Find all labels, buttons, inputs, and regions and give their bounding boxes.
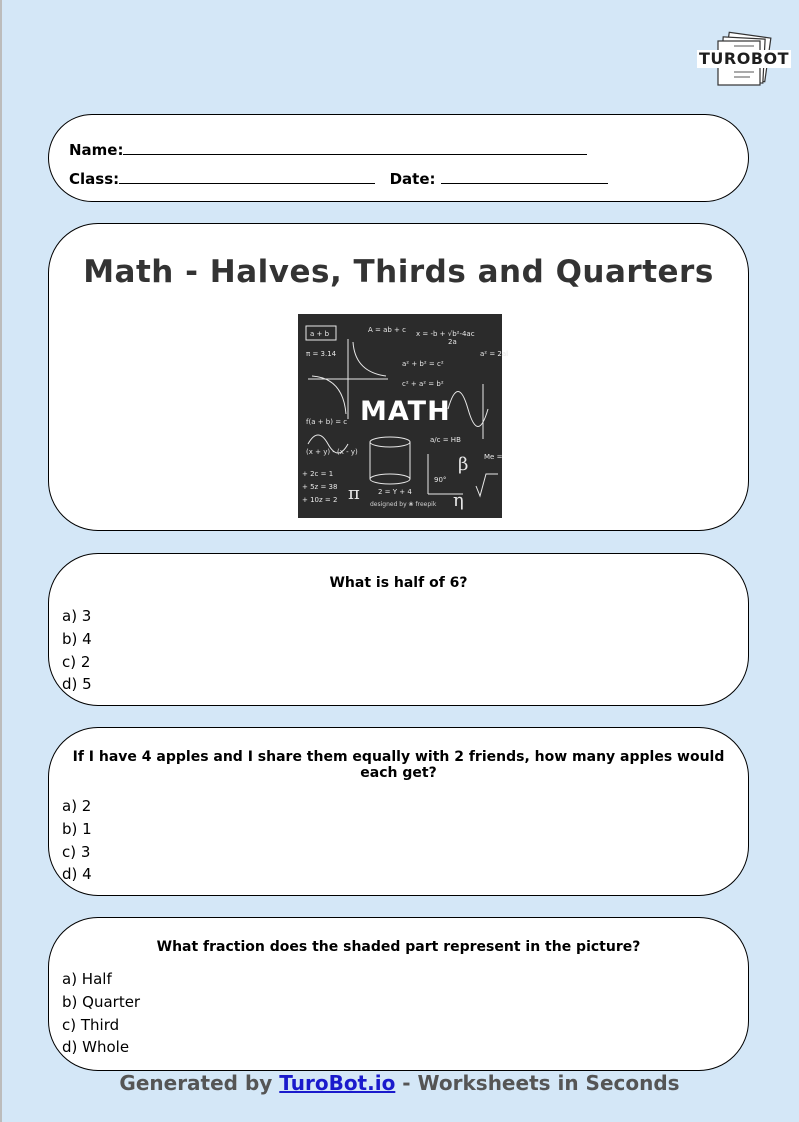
svg-text:+ 5z = 38: + 5z = 38 — [302, 483, 338, 491]
answer-options — [62, 795, 92, 886]
name-blank[interactable] — [123, 142, 587, 155]
answer-options — [62, 968, 140, 1059]
svg-text:β: β — [458, 454, 469, 475]
option-c[interactable]: c) 2 — [62, 652, 91, 671]
date-label: Date: — [389, 170, 436, 188]
question-card-3 — [48, 917, 749, 1071]
option-d[interactable]: d) 4 — [62, 865, 92, 884]
option-a[interactable]: a) 2 — [62, 797, 92, 815]
option-a[interactable]: a) 3 — [62, 607, 92, 625]
class-label: Class: — [69, 170, 120, 188]
math-chalkboard-image — [298, 314, 509, 518]
svg-text:a + b: a + b — [310, 330, 330, 338]
svg-text:90°: 90° — [434, 476, 447, 484]
option-b[interactable]: b) 4 — [62, 629, 92, 648]
svg-text:a² + b² = c²: a² + b² = c² — [402, 360, 444, 368]
svg-text:2a: 2a — [448, 338, 457, 346]
svg-text:2 = Y + 4: 2 = Y + 4 — [378, 488, 412, 496]
class-date-line — [69, 170, 608, 188]
worksheet-title: Math - Halves, Thirds and Quarters — [83, 254, 714, 290]
name-line — [69, 141, 587, 159]
footer — [0, 1071, 799, 1095]
option-b[interactable]: b) Quarter — [62, 992, 141, 1011]
option-d[interactable]: d) 5 — [62, 675, 92, 694]
option-c[interactable]: c) Third — [62, 1015, 120, 1034]
svg-text:x = -b + √b²-4ac: x = -b + √b²-4ac — [416, 330, 475, 338]
logo-text: TUROBOT — [699, 49, 790, 68]
svg-text:c² + a² = b²: c² + a² = b² — [402, 380, 444, 388]
svg-text:a² = 2al: a² = 2al — [480, 350, 509, 358]
svg-text:(x + y) - (x - y): (x + y) - (x - y) — [306, 448, 358, 456]
turobot-logo — [694, 34, 790, 88]
page-left-edge — [0, 0, 2, 1122]
class-blank[interactable] — [119, 171, 375, 184]
answer-options — [62, 605, 92, 696]
option-d[interactable]: d) Whole — [62, 1038, 130, 1057]
option-a[interactable]: a) Half — [62, 970, 112, 988]
question-text: What is half of 6? — [329, 575, 468, 591]
svg-text:Me =: Me = — [484, 453, 503, 461]
svg-text:+ 10z = 2: + 10z = 2 — [302, 496, 338, 504]
question-text: What fraction does the shaded part represent in the picture? — [156, 939, 641, 955]
question-card-1 — [48, 553, 749, 706]
svg-text:f(a + b) = c: f(a + b) = c — [306, 418, 348, 426]
svg-text:+ 2c = 1: + 2c = 1 — [302, 470, 334, 478]
svg-text:a/c = HB: a/c = HB — [430, 436, 461, 444]
student-info-box — [48, 114, 749, 202]
question-text: If I have 4 apples and I share them equally with 2 friends, how many apples would each get? — [72, 749, 725, 781]
image-credit: designed by ❀ freepik — [370, 501, 437, 508]
option-b[interactable]: b) 1 — [62, 819, 92, 838]
question-card-2 — [48, 727, 749, 896]
title-box — [48, 223, 749, 531]
svg-text:η: η — [453, 490, 464, 511]
svg-text:π = 3.14: π = 3.14 — [306, 350, 337, 358]
svg-text:A = ab + c: A = ab + c — [368, 326, 407, 334]
svg-text:π: π — [348, 483, 360, 504]
date-blank[interactable] — [441, 171, 608, 184]
footer-suffix: - Worksheets in Seconds — [395, 1071, 680, 1095]
turobot-link[interactable]: TuroBot.io — [279, 1071, 396, 1095]
name-label: Name: — [69, 141, 124, 159]
option-c[interactable]: c) 3 — [62, 842, 91, 861]
math-headline: MATH — [360, 396, 451, 427]
footer-prefix: Generated by — [119, 1071, 280, 1095]
